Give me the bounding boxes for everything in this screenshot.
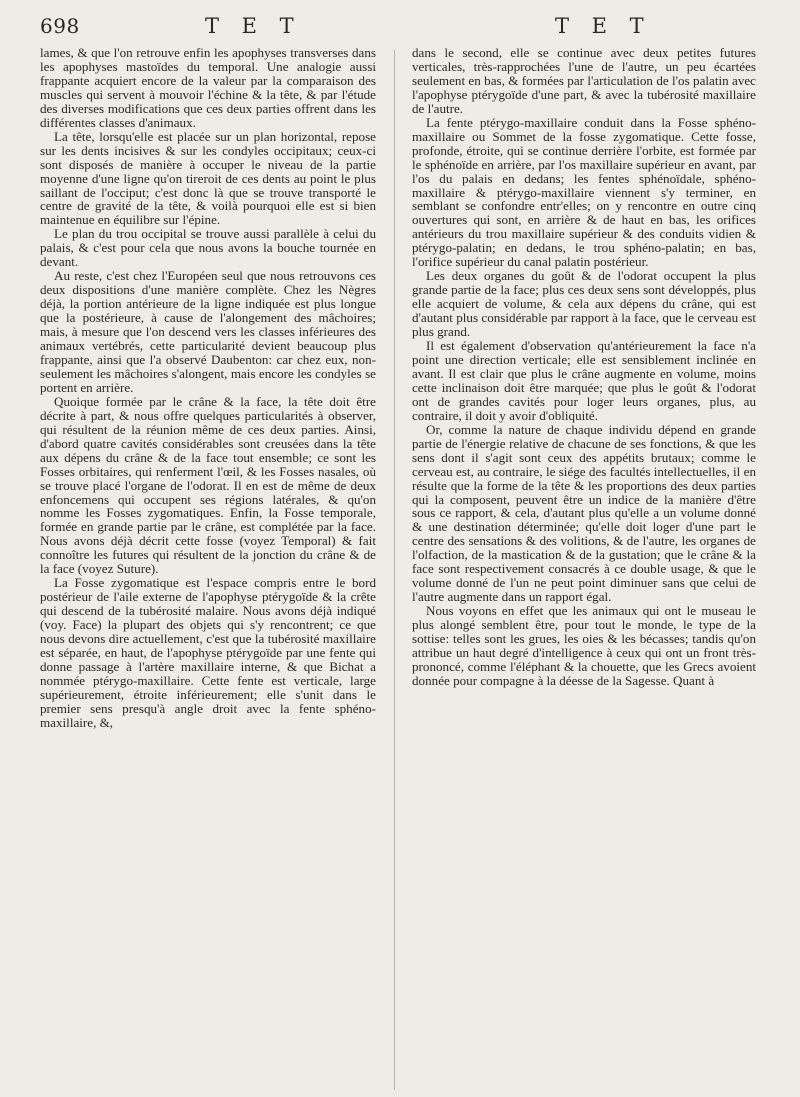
paragraph: Le plan du trou occipital se trouve aussi parallèle à celui du palais, & c'est pour cela que nous avons la bouche tournée en devant.	[40, 226, 376, 270]
paragraph: Nous voyons en effet que les animaux qui ont le museau le plus alongé semblent être, pour tout le monde, le type de la sottise: telles sont les grues, les oies & les bécasses; tandis qu'on attribue un haut degré d'intelligence à ceux qui ont un front très-prononcé, comme l'éléphant & la chouette, que les Grecs avoient donnée pour compagne à la déesse de la Sagesse. Quant à	[412, 603, 756, 688]
paragraph: Quoique formée par le crâne & la face, la tête doit être décrite à part, & nous offre quelques particularités à observer, qui résultent de la réunion même de ces deux parties. Ainsi, d'abord quatre cavités considérables sont creusées dans la tête aux dépens du crâne & de la face tout ensemble; ce sont les Fosses orbitaires, qui renferment l'œil, & les Fosses nasales, où se trouve placé l'organe de l'odorat. Il en est de même de deux enfoncemens qui occupent ses régions latérales, & qu'on nomme les Fosses zygomatiques. Enfin, la Fosse temporale, formée en grande partie par le crâne, est complétée par la face. Nous avons déjà décrit cette fosse (voyez Temporal) & fait connoître les futures qui résultent de la jonction du crâne & de la face (voyez Suture).	[40, 393, 376, 577]
running-head-right: T E T	[555, 14, 652, 38]
paragraph: La fente ptérygo-maxillaire conduit dans la Fosse sphéno-maxillaire ou Sommet de la fosse zygomatique. Cette fosse, profonde, étroite, qui se continue derrière l'orbite, est formée par le sphénoïde en arrière, par l'os maxillaire supérieur en avant, par l'os du palais en dedans; les fentes sphénoïdale, sphéno-maxillaire & ptérygo-maxillaire viennent s'y terminer, en semblant se confondre entr'elles; on y rencontre en outre cinq ouvertures qui sont, en arrière & de haut en bas, les orifices antérieurs du trou maxillaire supérieur & des conduits vidien & ptérygo-palatin; en dedans, le trou sphéno-palatin; en bas, l'orifice supérieur du canal palatin postérieur.	[412, 114, 756, 270]
page-number: 698	[40, 14, 80, 38]
paragraph: Il est également d'observation qu'antérieurement la face n'a point une direction verticale; elle est sensiblement inclinée en avant. Il est clair que plus le crâne augmente en volume, moins cette inclinaison doit être marquée; que plus le goût & l'odorat ont de grandes cavités pour loger leurs organes, plus, au contraire, il doit y avoir d'obliquité.	[412, 338, 756, 423]
paragraph: dans le second, elle se continue avec deux petites futures verticales, très-rapprochées l'une de l'autre, un peu écartées seulement en bas, & formées par l'articulation de l'os palatin avec l'apophyse ptérygoïde d'une part, & avec la tubérosité maxillaire de l'autre.	[412, 45, 756, 116]
left-column	[40, 46, 376, 730]
page-header	[0, 14, 800, 42]
paragraph: lames, & que l'on retrouve enfin les apophyses transverses dans les apophyses mastoïdes du temporal. Une analogie aussi frappante acquiert encore de la valeur par la comparaison des muscles qui servent à mouvoir l'échine & la tête, & par l'étude des diverses modifications que ces deux parties offrent dans les différentes classes d'animaux.	[40, 45, 376, 130]
paragraph: Au reste, c'est chez l'Européen seul que nous retrouvons ces deux dispositions d'une manière complète. Chez les Nègres déjà, la portion antérieure de la ligne indiquée est plus longue que la postérieure, à cause de l'alongement des mâchoires; mais, à mesure que l'on descend vers les classes inférieures des animaux vertébrés, cette particularité devient beaucoup plus frappante, ainsi que l'a observé Daubenton: car chez eux, non-seulement les mâchoires s'alongent, mais encore les condyles se portent en arrière.	[40, 268, 376, 395]
paragraph: Les deux organes du goût & de l'odorat occupent la plus grande partie de la face; plus ces deux sens sont développés, plus elle acquiert de volume, & cela aux dépens du crâne, qui est d'autant plus considérable par rapport à la face, que le cerveau est plus grand.	[412, 268, 756, 340]
paragraph: Or, comme la nature de chaque individu dépend en grande partie de l'énergie relative de chacune de ses fonctions, & que les sens dont il s'agit sont ceux des appétits brutaux; comme le cerveau est, au contraire, le siége des facultés intellectuelles, il en résulte que la forme de la tête & les proportions des deux parties qui la composent, peuvent être un indice de la manière d'être sous ce rapport, & cela, d'autant plus qu'elle a un volume donné & une destination déterminée; qu'elle doit loger d'une part le centre des sensations & des volitions, & de l'autre, les organes de l'olfaction, de la mastication & de la gustation; que le crâne & la face sont respectivement consacrés à ce double usage, & que le volume donné de l'un ne peut point diminuer sans que celui de l'autre augmente dans un rapport égal.	[412, 421, 756, 605]
paragraph: La Fosse zygomatique est l'espace compris entre le bord postérieur de l'aile externe de l'apophyse ptérygoïde & la crête qui descend de la tubérosité malaire. Nous avons déjà indiqué (voy. Face) la plupart des objets qui s'y rencontrent; ce que nous devons dire actuellement, c'est que la tubérosité maxillaire est séparée, en haut, de l'apophyse ptérygoïde par une fente qui donne passage à l'artère maxillaire interne, & que Bichat a nommée ptérygo-maxillaire. Cette fente est verticale, large supérieurement, étroite inférieurement; elle s'unit dans le premier sens presqu'à angle droit avec la fente sphéno-maxillaire, &,	[40, 575, 376, 730]
right-column	[412, 46, 756, 688]
running-head-left: T E T	[205, 14, 302, 38]
paragraph: La tête, lorsqu'elle est placée sur un plan horizontal, repose sur les dents incisives & sur les condyles occipitaux; ceux-ci sont disposés de manière à occuper le niveau de la partie moyenne d'une ligne qu'on tireroit de ces dents au point le plus saillant de l'occiput; c'est donc là que se trouve transporté le centre de gravité de la tête, & voilà pourquoi elle est si bien maintenue en équilibre sur l'épine.	[40, 128, 376, 228]
column-divider	[394, 50, 395, 1090]
